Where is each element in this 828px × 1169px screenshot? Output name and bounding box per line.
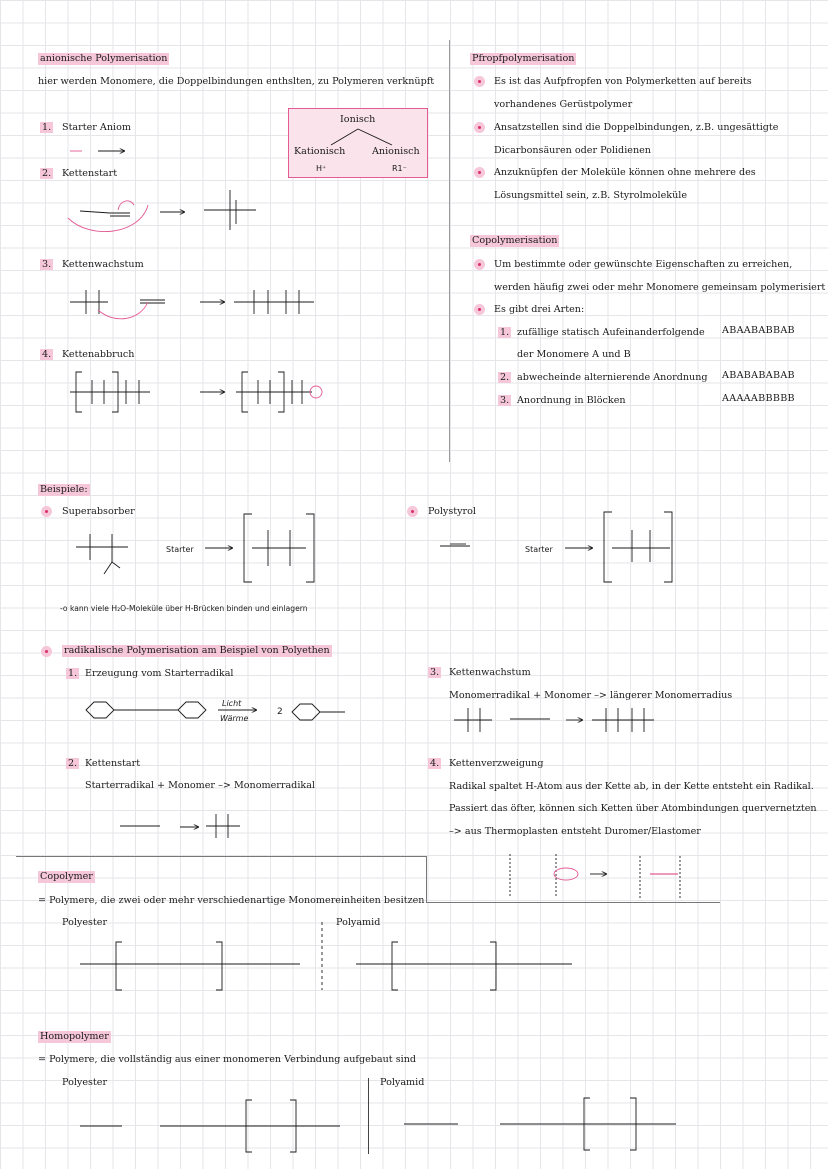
ionic-box-left-ion: H⁺ [316,164,327,173]
copoly-type1-num: 1. [500,327,510,338]
beispiele-title: Beispiele: [40,484,88,495]
polystyrol-label: Polystyrol [428,506,476,517]
ionic-box-right: Anionisch [372,146,420,157]
radikal-s4-num: 4. [430,758,440,769]
pfropf-line4: Dicarbonsäuren oder Polidienen [494,145,651,156]
pfropf-line1: Es ist das Aufpfropfen von Polymerketten auf bereits [494,76,752,87]
superabsorber-note: -o kann viele H₂O-Moleküle über H-Brücken binden und einlagern [60,604,308,613]
polystyrol-starter: Starter [525,545,553,554]
anionic-step1-num: 1. [42,122,52,133]
copolymer-def: = Polymere, die zwei oder mehr verschiedenartige Monomereinheiten besitzen [38,895,425,906]
copoly-line1: Um bestimmte oder gewünschte Eigenschaften zu erreichen, [494,259,793,270]
superabsorber-starter: Starter [166,545,194,554]
homopolymer-polyester: Polyester [62,1077,108,1088]
radikal-s3-num: 3. [430,667,440,678]
radikal-title: radikalische Polymerisation am Beispiel von Polyethen [64,645,330,656]
anionic-step2-num: 2. [42,168,52,179]
radikal-s2-label: Kettenstart [85,758,141,769]
copolymer-polyester: Polyester [62,917,108,928]
anionic-step2-label: Kettenstart [62,168,118,179]
anionic-step4-num: 4. [42,349,52,360]
anionic-step1-label: Starter Aniom [62,122,131,133]
ionic-box-left: Kationisch [294,146,346,157]
pfropf-line3: Ansatzstellen sind die Doppelbindungen, z.B. ungesättigte [494,122,779,133]
radikal-s2-num: 2. [68,758,78,769]
anionic-step3-label: Kettenwachstum [62,259,144,270]
pfropf-line5: Anzuknüpfen der Moleküle können ohne mehrere des [494,167,756,178]
copolymer-polyamid: Polyamid [336,917,381,928]
copoly-type2-seq: ABABABABAB [722,370,795,381]
radikal-s2-eq: Starterradikal + Monomer –> Monomerradikal [85,780,315,791]
radikal-s1-num: 1. [68,668,78,679]
copoly-type2-label: abwecheinde alternierende Anordnung [517,372,708,383]
homopolymer-polyamid: Polyamid [380,1077,425,1088]
copoly-type2-num: 2. [500,372,510,383]
radikal-s4-line2: Passiert das öfter, können sich Ketten über Atombindungen quervernetzten [449,803,817,814]
copoly-line2: werden häufig zwei oder mehr Monomere gemeinsam polymerisiert [494,282,826,293]
anionic-step3-num: 3. [42,259,52,270]
pfropf-line2: vorhandenes Gerüstpolymer [494,99,633,110]
radikal-s3-label: Kettenwachstum [449,667,531,678]
ionic-box-top: Ionisch [340,114,376,125]
radikal-s4-line3: –> aus Thermoplasten entsteht Duromer/Elastomer [449,826,701,837]
arrow-label-licht: Licht [222,699,242,708]
anionic-title: anionische Polymerisation [40,53,168,64]
radikal-s1-label: Erzeugung vom Starterradikal [85,668,234,679]
radikal-s4-label: Kettenverzweigung [449,758,544,769]
radikal-s3-eq: Monomerradikal + Monomer –> längerer Monomerradius [449,690,733,701]
copoly-type3-label: Anordnung in Blöcken [517,395,626,406]
copoly-type1-seq: ABAABABBAB [722,325,795,336]
homopolymer-def: = Polymere, die vollständig aus einer monomeren Verbindung aufgebaut sind [38,1054,417,1065]
copoly-type1-label2: der Monomere A und B [517,349,631,360]
copoly-type3-num: 3. [500,395,510,406]
anionic-intro: hier werden Monomere, die Doppelbindungen enthslten, zu Polymeren verknüpft [38,76,435,87]
copoly-type1-label: zufällige statisch Aufeinanderfolgende [517,327,705,338]
homopolymer-title: Homopolymer [40,1031,109,1042]
anionic-step4-label: Kettenabbruch [62,349,135,360]
coefficient-2: 2 [277,707,283,717]
superabsorber-label: Superabsorber [62,506,135,517]
ionic-box-right-ion: R1⁻ [392,164,407,173]
copoly-line3: Es gibt drei Arten: [494,304,585,315]
copoly-title: Copolymerisation [472,235,558,246]
copolymer-title: Copolymer [40,871,93,882]
copoly-type3-seq: AAAAABBBBB [722,393,795,404]
arrow-label-waerme: Wärme [220,714,249,723]
pfropf-title: Pfropfpolymerisation [472,53,575,64]
pfropf-line6: Lösungsmittel sein, z.B. Styrolmoleküle [494,190,687,201]
radikal-s4-line1: Radikal spaltet H-Atom aus der Kette ab, in der Kette entsteht ein Radikal. [449,781,814,792]
